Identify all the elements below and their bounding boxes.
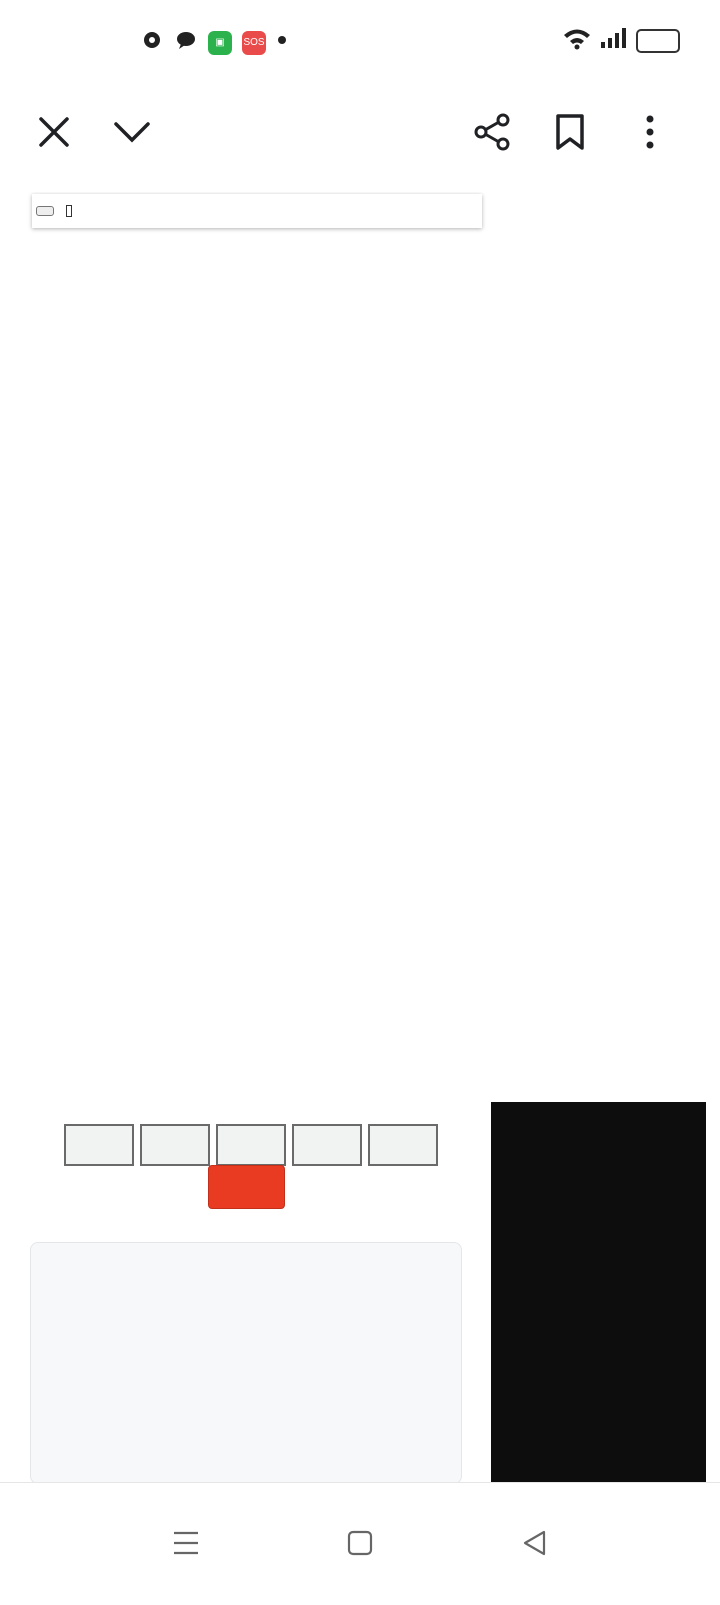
jml-button[interactable] (368, 1124, 438, 1166)
back-button[interactable] (504, 1513, 564, 1573)
kop-button[interactable] (140, 1124, 210, 1166)
ad-panel (491, 1102, 706, 1482)
browser-header (0, 84, 720, 192)
wifi-icon (562, 26, 592, 55)
bookmark-icon (554, 113, 586, 151)
chevron-down-icon (113, 120, 151, 144)
back-triangle-icon (520, 1529, 548, 1557)
ekr-button[interactable] (292, 1124, 362, 1166)
share-icon (472, 112, 512, 152)
home-button[interactable] (330, 1513, 390, 1573)
status-icons (140, 28, 288, 57)
chat-bubble-icon (174, 28, 198, 57)
as-button[interactable] (64, 1124, 134, 1166)
notice-box (30, 1242, 462, 1484)
system-nav-bar (0, 1482, 720, 1605)
brush-button[interactable] (66, 205, 72, 217)
more-options-button[interactable] (620, 102, 680, 162)
menu-lines-icon (172, 1530, 200, 1556)
toolbar-reset-button[interactable] (36, 206, 54, 216)
app-notification-icon: ▣ (208, 31, 232, 55)
collapse-button[interactable] (102, 102, 162, 162)
share-button[interactable] (462, 102, 522, 162)
status-right (562, 26, 680, 55)
status-bar (0, 0, 720, 84)
close-icon (37, 115, 71, 149)
settings-gear-icon (140, 28, 164, 57)
sos-icon: SOS (242, 31, 266, 55)
battery-icon (636, 29, 680, 53)
close-button[interactable] (24, 102, 84, 162)
more-vertical-icon (644, 114, 656, 150)
dot-icon (276, 28, 288, 57)
signal-icon (600, 26, 628, 55)
recents-button[interactable] (156, 1513, 216, 1573)
bookmark-button[interactable] (540, 102, 600, 162)
reset-button[interactable] (208, 1165, 285, 1209)
filter-buttons (64, 1124, 438, 1166)
brush-toolbar (32, 194, 482, 228)
home-square-icon (346, 1529, 374, 1557)
kep-button[interactable] (216, 1124, 286, 1166)
